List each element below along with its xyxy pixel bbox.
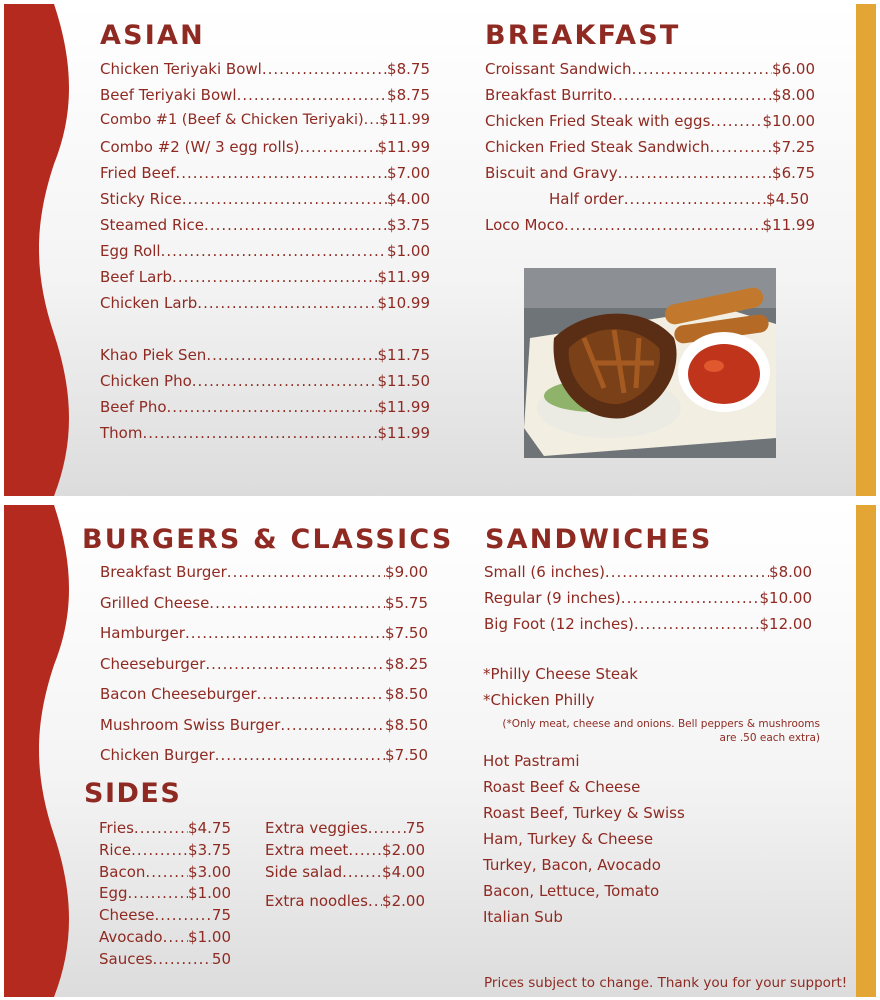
menu-item: Turkey, Bacon, Avocado [483, 856, 661, 874]
menu-item: Fried Beef ..... $7.00 [100, 164, 430, 190]
menu-item: Regular (9 inches) ..... $10.00 [484, 589, 812, 615]
sides-list-2 [265, 819, 425, 913]
gold-side-bar [856, 505, 876, 997]
menu-item: Ham, Turkey & Cheese [483, 830, 654, 848]
menu-item: Chicken Fried Steak Sandwich ..... $7.25 [485, 138, 815, 164]
special-item: *Chicken Philly [483, 691, 595, 709]
menu-item: Rice ..... $3.75 [99, 841, 231, 863]
asian-heading: ASIAN [100, 20, 205, 51]
gold-side-bar [856, 4, 876, 496]
red-wave-border [4, 4, 74, 496]
menu-item: Roast Beef & Cheese [483, 778, 641, 796]
sides-list-1 [99, 819, 231, 972]
menu-item: Khao Piek Sen ..... $11.75 [100, 346, 430, 372]
asian-soup-list [100, 346, 430, 450]
menu-item: Egg Roll ..... $1.00 [100, 242, 430, 268]
menu-item: Combo #1 (Beef & Chicken Teriyaki) ..... $11.99 [100, 112, 430, 138]
menu-item: Side salad ..... $4.00 [265, 863, 425, 892]
menu-item: Breakfast Burger ..... $9.00 [100, 563, 428, 594]
menu-item: Biscuit and Gravy ..... $6.75 [485, 164, 815, 190]
asian-list [100, 60, 430, 320]
menu-item: Extra meet ..... $2.00 [265, 841, 425, 863]
footer-note: Prices subject to change. Thank you for your support! [484, 975, 848, 991]
teriyaki-plate-photo [524, 268, 776, 458]
menu-item: Steamed Rice ..... $3.75 [100, 216, 430, 242]
menu-panel-bottom [4, 505, 876, 997]
menu-item: Chicken Pho ..... $11.50 [100, 372, 430, 398]
sandwich-sizes-list [484, 563, 812, 641]
menu-panel-top [4, 4, 876, 496]
menu-item: Bacon Cheeseburger ..... $8.50 [100, 685, 428, 716]
breakfast-heading: BREAKFAST [485, 20, 681, 51]
menu-item: Cheeseburger ..... $8.25 [100, 655, 428, 686]
menu-item: Sticky Rice ..... $4.00 [100, 190, 430, 216]
menu-item: Hot Pastrami [483, 752, 580, 770]
menu-item: Extra noodles ..... $2.00 [265, 892, 425, 914]
menu-item: Cheese ..... 75 [99, 906, 231, 928]
menu-item: Small (6 inches) ..... $8.00 [484, 563, 812, 589]
special-note: (*Only meat, cheese and onions. Bell peppers & mushrooms are .50 each extra) [502, 718, 820, 744]
menu-item: Thom ..... $11.99 [100, 424, 430, 450]
burgers-heading: BURGERS & CLASSICS [82, 524, 454, 555]
sandwiches-heading: SANDWICHES [485, 524, 713, 555]
menu-item: Chicken Larb ..... $10.99 [100, 294, 430, 320]
menu-item: Extra veggies ..... 75 [265, 819, 425, 841]
menu-item: Sauces ..... 50 [99, 950, 231, 972]
sandwich-varieties-list [483, 752, 813, 934]
special-item: *Philly Cheese Steak [483, 665, 638, 683]
menu-item: Roast Beef, Turkey & Swiss [483, 804, 685, 822]
menu-item: Mushroom Swiss Burger ..... $8.50 [100, 716, 428, 747]
sides-heading: SIDES [84, 778, 182, 809]
menu-item: Egg ..... $1.00 [99, 884, 231, 906]
menu-item-sub: Half order ..... $4.50 [485, 190, 815, 216]
menu-item: Avocado ..... $1.00 [99, 928, 231, 950]
red-wave-border [4, 505, 74, 997]
menu-item: Bacon ..... $3.00 [99, 863, 231, 885]
menu-item: Hamburger ..... $7.50 [100, 624, 428, 655]
burgers-list [100, 563, 428, 777]
menu-item: Chicken Teriyaki Bowl ..... $8.75 [100, 60, 430, 86]
menu-item: Combo #2 (W/ 3 egg rolls) ..... $11.99 [100, 138, 430, 164]
menu-item: Big Foot (12 inches) ..... $12.00 [484, 615, 812, 641]
menu-item: Beef Larb ..... $11.99 [100, 268, 430, 294]
menu-item: Chicken Fried Steak with eggs ..... $10.00 [485, 112, 815, 138]
menu-item: Italian Sub [483, 908, 563, 926]
breakfast-list [485, 60, 815, 242]
menu-item: Croissant Sandwich ..... $6.00 [485, 60, 815, 86]
menu-item: Loco Moco ..... $11.99 [485, 216, 815, 242]
menu-item: Beef Teriyaki Bowl ..... $8.75 [100, 86, 430, 112]
menu-item: Beef Pho ..... $11.99 [100, 398, 430, 424]
menu-item: Bacon, Lettuce, Tomato [483, 882, 660, 900]
menu-item: Fries ..... $4.75 [99, 819, 231, 841]
menu-item: Breakfast Burrito ..... $8.00 [485, 86, 815, 112]
menu-item: Chicken Burger ..... $7.50 [100, 746, 428, 777]
menu-item: Grilled Cheese ..... $5.75 [100, 594, 428, 625]
